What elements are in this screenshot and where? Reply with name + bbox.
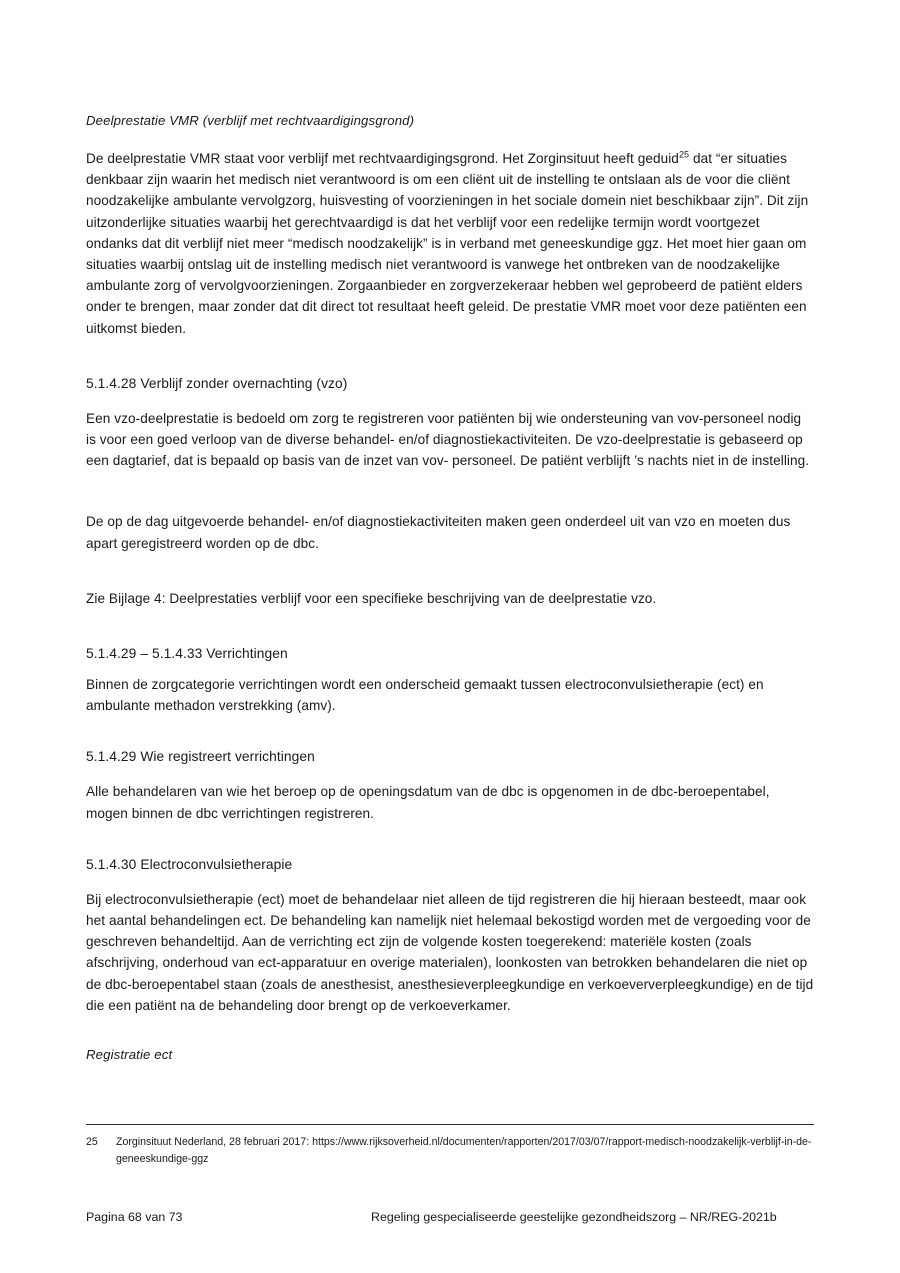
section-heading-deelprestatie-vmr: Deelprestatie VMR (verblijf met rechtvaardigingsgrond)	[86, 113, 415, 128]
page-footer	[86, 1208, 814, 1226]
page-content	[86, 112, 814, 1064]
page-number-label: Pagina 68 van 73	[86, 1210, 183, 1224]
spacer	[86, 609, 814, 643]
paragraph-verrichtingen: Binnen de zorgcategorie verrichtingen wordt een onderscheid gemaakt tussen electroconvulsietherapie (ect) en ambulante methadon verstrekking (amv).	[86, 677, 764, 714]
footnote-separator	[86, 1124, 814, 1125]
spacer	[86, 875, 814, 889]
footnote-text: Zorginsituut Nederland, 28 februari 2017: https://www.rijksoverheid.nl/documenten/rapporten/2017/03/07/rapport-medisch-noodzakelijk-verblijf-in-de-geneeskundige-ggz	[116, 1136, 812, 1165]
spacer	[86, 1016, 814, 1046]
paragraph-deelprestatie-vmr	[86, 148, 814, 339]
heading-5-1-4-29-33: 5.1.4.29 – 5.1.4.33 Verrichtingen	[86, 646, 288, 662]
spacer	[86, 339, 814, 373]
paragraph-ect: Bij electroconvulsietherapie (ect) moet de behandelaar niet alleen de tijd registreren die hij hieraan besteedt, maar ook het aantal behandelingen ect. De behandeling kan namelijk niet helemaal bekostigd worden met de vergoeding voor de geschreven behandeltijd. Aan de verrichting ect zijn de volgende kosten toegerekend: materiële kosten (zoals afschrijving, onderhoud van ect-apparatuur en overige materialen), loonkosten van betrokken behandelaren die niet op de dbc-beroepentabel staan (zoals de anesthesist, anesthesieverpleegkundige en verkoeververpleegkundige) en de tijd die een patiënt na de behandeling door brengt op de verkoeverkamer.	[86, 891, 814, 1013]
spacer	[86, 130, 814, 148]
paragraph-vzo-3: Zie Bijlage 4: Deelprestaties verblijf voor een specifieke beschrijving van de deelprestatie vzo.	[86, 590, 657, 606]
section-heading-registratie-ect: Registratie ect	[86, 1047, 173, 1063]
spacer	[86, 554, 814, 588]
spacer	[86, 767, 814, 781]
spacer	[86, 824, 814, 854]
heading-5-1-4-28: 5.1.4.28 Verblijf zonder overnachting (vzo)	[86, 375, 348, 391]
paragraph-text-after-footnote: dat “er situaties denkbaar zijn waarin het medisch niet verantwoord is om een cliënt uit de instelling te ontslaan als de voor die cliënt noodzakelijke ambulante vervolgzorg, huisvesting of voorzieningen in het sociale domein niet beschikbaar zijn”. Dit zijn uitzonderlijke situaties waarbij het gerechtvaardigd is dat het verblijf voor een redelijke termijn wordt voortgezet ondanks dat dit verblijf niet meer “medisch noodzakelijk” is in verband met geneeskundige ggz. Het moet hier gaan om situaties waarbij ontslag uit de instelling medisch niet verantwoord is vanwege het ontbreken van de noodzakelijke ambulante zorg of vervolgvoorzieningen. Zorgaanbieder en zorgverzekeraar hebben wel geprobeerd de patiënt elders onder te brengen, maar zonder dat dit direct tot resultaat heeft geleid. De prestatie VMR moet voor deze patiënten een uitkomst bieden.	[86, 151, 809, 336]
spacer	[86, 471, 814, 511]
footnote-number: 25	[86, 1136, 98, 1148]
heading-5-1-4-29: 5.1.4.29 Wie registreert verrichtingen	[86, 749, 315, 765]
footnote	[86, 1134, 814, 1168]
paragraph-vzo-1: Een vzo-deelprestatie is bedoeld om zorg te registreren voor patiënten bij wie ondersteuning van vov-personeel nodig is voor een goed verloop van de diverse behandel- en/of diagnostiekactiviteiten. De vzo-deelprestatie is gebaseerd op een dagtarief, dat is bepaald op basis van de inzet van vov- personeel. De patiënt verblijft ’s nachts niet in de instelling.	[86, 410, 810, 469]
footnote-reference-marker[interactable]: 25	[678, 149, 690, 160]
paragraph-vzo-2: De op de dag uitgevoerde behandel- en/of diagnostiekactiviteiten maken geen onderdeel uit van vzo en moeten dus apart geregistreerd worden op de dbc.	[86, 514, 791, 551]
spacer	[86, 664, 814, 674]
spacer	[86, 394, 814, 408]
heading-5-1-4-30: 5.1.4.30 Electroconvulsietherapie	[86, 856, 293, 872]
paragraph-text-before-footnote: De deelprestatie VMR staat voor verblijf met rechtvaardigingsgrond. Het Zorginsituut heeft geduid	[86, 151, 679, 166]
spacer	[86, 716, 814, 746]
paragraph-wie-registreert: Alle behandelaren van wie het beroep op de openingsdatum van de dbc is opgenomen in de dbc-beroepentabel, mogen binnen de dbc verrichtingen registreren.	[86, 784, 770, 821]
document-title-footer: Regeling gespecialiseerde geestelijke gezondheidszorg – NR/REG-2021b	[371, 1210, 777, 1224]
